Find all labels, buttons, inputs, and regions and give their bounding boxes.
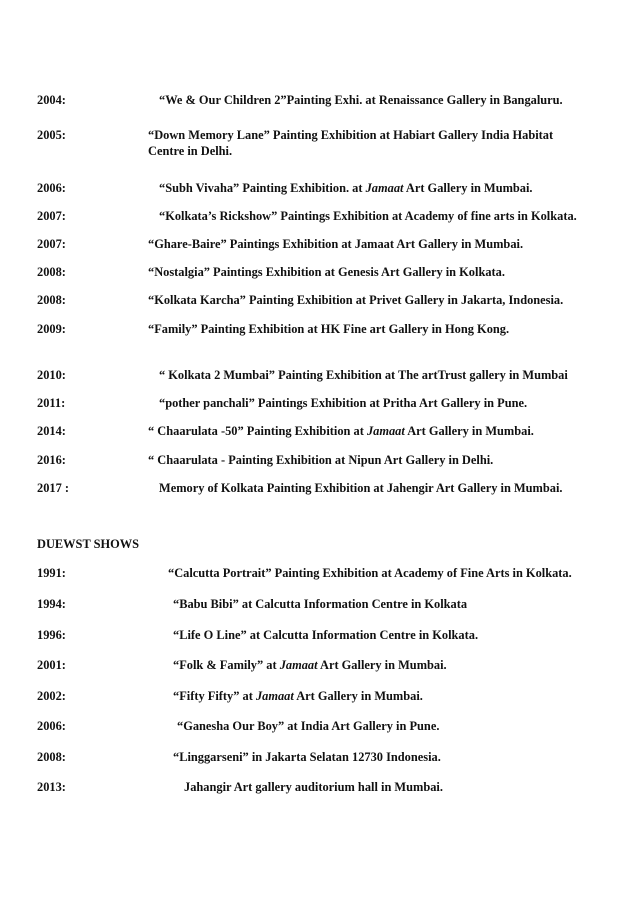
entry-description-line: Jahangir Art gallery auditorium hall in Mumbai. <box>184 780 443 794</box>
entry-year: 1994: <box>37 597 66 611</box>
entry-description-line: “Kolkata’s Rickshow” Paintings Exhibition at Academy of fine arts in Kolkata. <box>159 209 577 223</box>
entry-year: 2006: <box>37 181 66 195</box>
entry-description <box>159 208 629 224</box>
entry-description <box>148 264 618 280</box>
entry-description <box>148 452 618 468</box>
entry-description <box>159 480 629 496</box>
entry-description-text: Art Gallery in Mumbai. <box>403 181 533 195</box>
entry-year: 2006: <box>37 719 66 733</box>
entry-year: 2016: <box>37 453 66 467</box>
entry-description <box>159 180 629 196</box>
entry-description-line: “Calcutta Portrait” Painting Exhibition at Academy of Fine Arts in Kolkata. <box>168 566 572 580</box>
entry-description-text: Art Gallery in Mumbai. <box>317 658 447 672</box>
entry-description-text: Art Gallery in Mumbai. <box>404 424 534 438</box>
entry-year: 2004: <box>37 93 66 107</box>
entry-year: 2008: <box>37 293 66 307</box>
entry-description <box>173 657 638 673</box>
entry-year: 2007: <box>37 209 66 223</box>
entry-description <box>184 779 638 795</box>
entry-description <box>148 292 618 308</box>
entry-year: 2008: <box>37 265 66 279</box>
entry-description-line: “Life O Line” at Calcutta Information Centre in Kolkata. <box>173 628 479 642</box>
entry-description-line: “Babu Bibi” at Calcutta Information Centre in Kolkata <box>173 597 468 611</box>
entry-description <box>177 718 638 734</box>
entry-year: 2008: <box>37 750 66 764</box>
entry-gallery-name: Jamaat <box>366 424 405 438</box>
entry-year: 2011: <box>37 396 66 410</box>
entry-year: 1996: <box>37 628 66 642</box>
entry-description <box>159 367 629 383</box>
entry-description-line: Centre in Delhi. <box>148 144 233 158</box>
entry-description-line: “Ganesha Our Boy” at India Art Gallery in Pune. <box>177 719 440 733</box>
entry-description <box>168 565 638 581</box>
entry-description <box>173 596 638 612</box>
entry-description-text: “ Chaarulata -50” Painting Exhibition at <box>148 424 367 438</box>
entry-description-line: “Ghare-Baire” Paintings Exhibition at Jamaat Art Gallery in Mumbai. <box>148 237 524 251</box>
entry-description-line: “Kolkata Karcha” Painting Exhibition at Privet Gallery in Jakarta, Indonesia. <box>148 293 564 307</box>
entry-description-line: “ Kolkata 2 Mumbai” Painting Exhibition at The artTrust gallery in Mumbai <box>159 368 568 382</box>
entry-description <box>173 688 638 704</box>
entry-year: 2007: <box>37 237 66 251</box>
entry-year: 2009: <box>37 322 66 336</box>
entry-gallery-name: Jamaat <box>279 658 318 672</box>
entry-description-line: “Down Memory Lane” Painting Exhibition at Habiart Gallery India Habitat <box>148 128 554 142</box>
entry-year: 2002: <box>37 689 66 703</box>
entry-description <box>148 321 618 337</box>
entry-description-line: “We & Our Children 2”Painting Exhi. at Renaissance Gallery in Bangaluru. <box>159 93 563 107</box>
entry-description-line: “Family” Painting Exhibition at HK Fine art Gallery in Hong Kong. <box>148 322 510 336</box>
entry-year: 2014: <box>37 424 66 438</box>
entry-year: 2013: <box>37 780 66 794</box>
entry-description-line: “Nostalgia” Paintings Exhibition at Genesis Art Gallery in Kolkata. <box>148 265 505 279</box>
entry-description-text: “Fifty Fifty” at <box>173 689 256 703</box>
entry-description-line: “pother panchali” Paintings Exhibition at Pritha Art Gallery in Pune. <box>159 396 528 410</box>
entry-description-text: “Subh Vivaha” Painting Exhibition. at <box>159 181 366 195</box>
entry-description <box>159 395 629 411</box>
entry-description <box>173 627 638 643</box>
entry-year: 2001: <box>37 658 66 672</box>
entry-description-line: “Linggarseni” in Jakarta Selatan 12730 Indonesia. <box>173 750 441 764</box>
entry-description-text: “Folk & Family” at <box>173 658 280 672</box>
entry-description-line: “ Chaarulata - Painting Exhibition at Nipun Art Gallery in Delhi. <box>148 453 494 467</box>
entry-gallery-name: Jamaat <box>365 181 404 195</box>
entry-gallery-name: Jamaat <box>255 689 294 703</box>
entry-description <box>148 423 618 439</box>
section-heading-duo-shows: DUEWST SHOWS <box>37 537 140 551</box>
entry-description <box>148 127 618 159</box>
entry-year: 2017 : <box>37 481 70 495</box>
entry-year: 1991: <box>37 566 66 580</box>
entry-year: 2010: <box>37 368 66 382</box>
entry-description-text: Art Gallery in Mumbai. <box>293 689 423 703</box>
entry-year: 2005: <box>37 128 66 142</box>
entry-description <box>159 92 629 108</box>
entry-description-line: Memory of Kolkata Painting Exhibition at Jahengir Art Gallery in Mumbai. <box>159 481 563 495</box>
entry-description <box>148 236 618 252</box>
entry-description <box>173 749 638 765</box>
